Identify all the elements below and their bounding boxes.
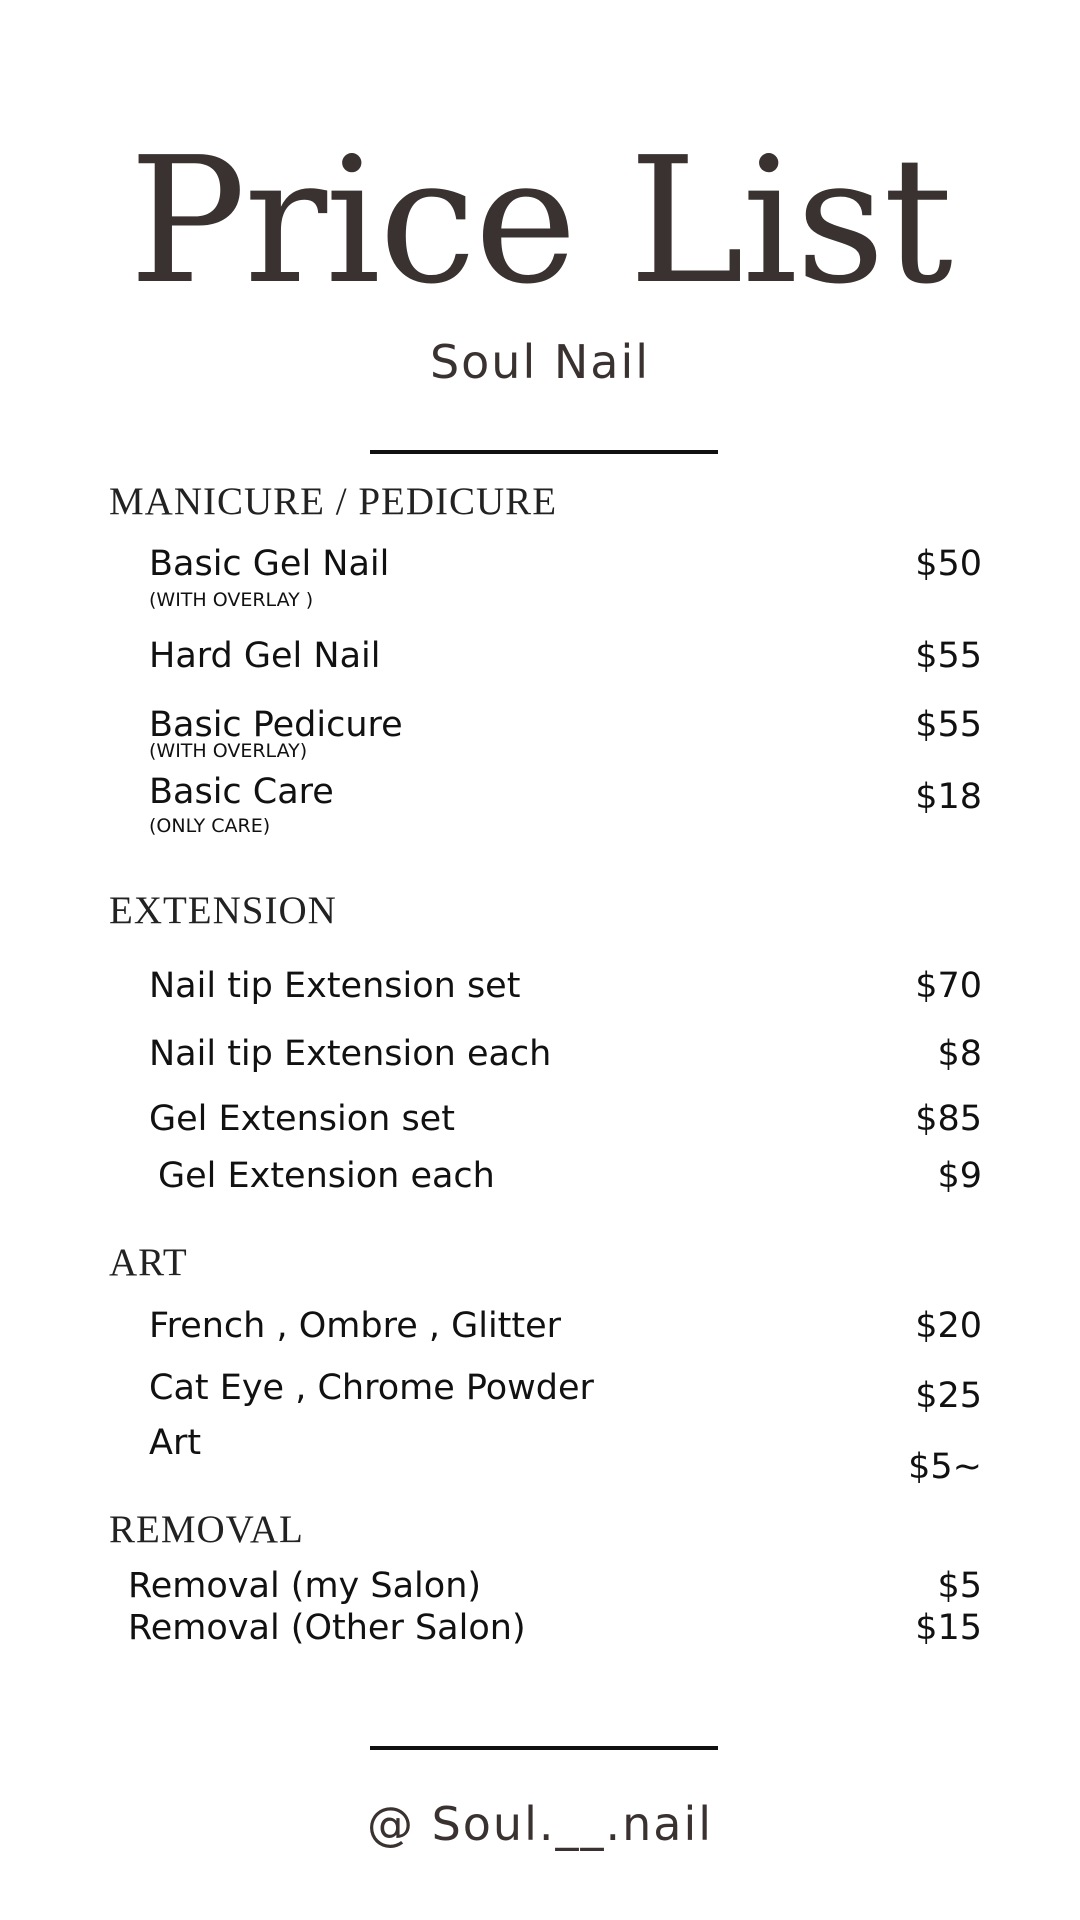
item-name: Art	[149, 1423, 202, 1463]
item-name: Cat Eye , Chrome Powder	[149, 1368, 594, 1408]
item-name: Removal (my Salon)	[128, 1566, 482, 1606]
item-name: Gel Extension each	[158, 1156, 495, 1196]
item-price: $5	[937, 1566, 982, 1606]
item-note: (WITH OVERLAY )	[149, 589, 314, 611]
item-name: Removal (Other Salon)	[128, 1608, 526, 1648]
item-price: $20	[915, 1306, 982, 1346]
item-price: $8	[937, 1034, 982, 1074]
social-handle: @ Soul.__.nail	[366, 1797, 714, 1851]
item-price: $18	[915, 777, 982, 817]
item-name: French , Ombre , Glitter	[149, 1306, 562, 1346]
section-heading-removal: REMOVAL	[109, 1508, 304, 1551]
item-note: (ONLY CARE)	[149, 815, 271, 837]
item-name: Basic Pedicure	[149, 705, 403, 745]
item-price: $55	[915, 705, 982, 745]
salon-name: Soul Nail	[429, 335, 651, 389]
item-name: Hard Gel Nail	[149, 636, 381, 676]
section-heading-manicure-pedicure: MANICURE / PEDICURE	[109, 480, 558, 523]
item-price: $55	[915, 636, 982, 676]
item-name: Nail tip Extension set	[149, 966, 521, 1006]
page-title: Price List	[128, 120, 952, 323]
item-name: Basic Gel Nail	[149, 544, 390, 584]
item-name: Nail tip Extension each	[149, 1034, 552, 1074]
item-price: $5~	[908, 1447, 982, 1487]
section-heading-extension: EXTENSION	[109, 889, 337, 932]
bottom-divider	[370, 1746, 718, 1750]
item-price: $50	[915, 544, 982, 584]
item-price: $15	[915, 1608, 982, 1648]
item-name: Gel Extension set	[149, 1099, 455, 1139]
item-name: Basic Care	[149, 772, 334, 812]
top-divider	[370, 450, 718, 454]
item-note: (WITH OVERLAY)	[149, 740, 308, 762]
section-heading-art: ART	[109, 1241, 188, 1284]
item-price: $70	[915, 966, 982, 1006]
item-price: $25	[915, 1376, 982, 1416]
item-price: $9	[937, 1156, 982, 1196]
item-price: $85	[915, 1099, 982, 1139]
